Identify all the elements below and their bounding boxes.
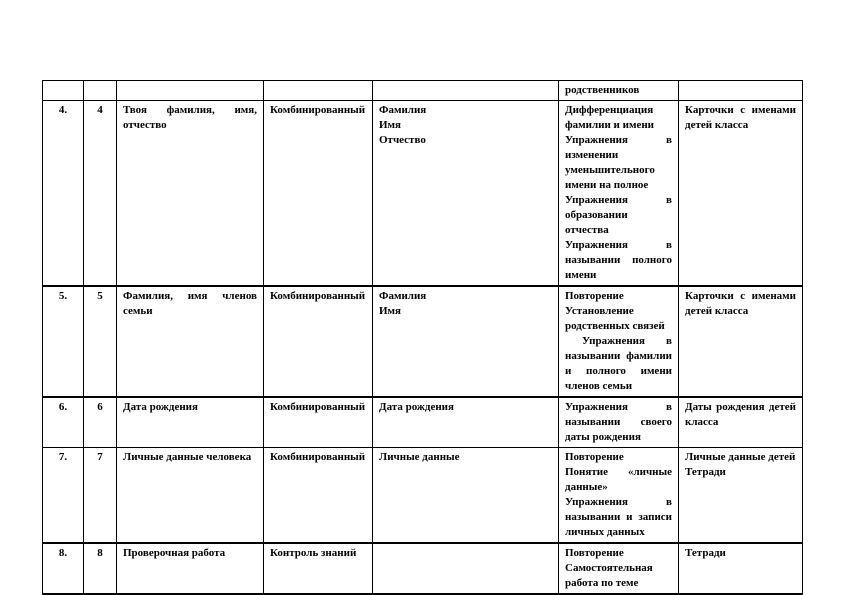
activities-text: Дифференциация фамилии и имени xyxy=(565,104,655,131)
table-row xyxy=(43,286,803,397)
activities-text: Упражнения в изменении уменьшительного имени на полное xyxy=(565,134,672,191)
vocabulary-cell xyxy=(373,397,559,448)
activities-text: Упражнения в образовании отчества xyxy=(565,194,672,236)
hour-number-cell xyxy=(84,448,117,544)
materials-cell xyxy=(679,448,803,544)
materials-cell xyxy=(679,81,803,101)
materials-cell xyxy=(679,101,803,287)
topic-text: Личные данные человека xyxy=(123,451,252,463)
materials-cell xyxy=(679,286,803,397)
hour-number: 6 xyxy=(97,401,103,413)
activities-text: родственников xyxy=(565,84,640,96)
topic-text: Фамилия, имя членов семьи xyxy=(123,290,257,317)
order-number-cell xyxy=(43,286,84,397)
activities-text: Повторение xyxy=(565,451,624,463)
topic-cell xyxy=(117,101,264,287)
order-number: 5. xyxy=(58,290,68,302)
activities-text: Упражнения в назывании полного имени xyxy=(565,239,672,281)
lesson-type-cell xyxy=(264,81,373,101)
lesson-type-cell xyxy=(264,397,373,448)
lesson-type-cell xyxy=(264,448,373,544)
activities-text: Повторение xyxy=(565,547,624,559)
lesson-type-cell xyxy=(264,286,373,397)
order-number-cell xyxy=(43,101,84,287)
lesson-type-text: Комбинированный xyxy=(270,290,366,302)
hour-number: 8 xyxy=(97,547,103,559)
vocabulary-cell xyxy=(373,543,559,594)
activities-cell xyxy=(559,286,679,397)
lesson-type-cell xyxy=(264,543,373,594)
order-number: 6. xyxy=(58,401,68,413)
lesson-plan-table xyxy=(42,80,803,595)
lesson-type-cell xyxy=(264,101,373,287)
vocabulary-text: Имя xyxy=(379,305,401,317)
table-row xyxy=(43,397,803,448)
vocabulary-cell xyxy=(373,448,559,544)
topic-cell xyxy=(117,397,264,448)
activities-cell xyxy=(559,543,679,594)
materials-cell xyxy=(679,543,803,594)
topic-text: Дата рождения xyxy=(123,401,198,413)
lesson-type-text: Комбинированный xyxy=(270,401,366,413)
activities-text: Упражнения в назывании фамилии и полного имени членов семьи xyxy=(565,335,672,392)
materials-text: Тетради xyxy=(685,547,726,559)
order-number: 8. xyxy=(58,547,68,559)
order-number-cell xyxy=(43,397,84,448)
vocabulary-cell xyxy=(373,286,559,397)
order-number: 7. xyxy=(58,451,68,463)
topic-cell xyxy=(117,448,264,544)
vocabulary-text: Фамилия xyxy=(379,290,427,302)
topic-text: Проверочная работа xyxy=(123,547,226,559)
order-number-cell xyxy=(43,81,84,101)
topic-cell xyxy=(117,81,264,101)
vocabulary-cell xyxy=(373,101,559,287)
table-row xyxy=(43,101,803,287)
hour-number-cell xyxy=(84,81,117,101)
hour-number-cell xyxy=(84,286,117,397)
activities-text: Установление родственных связей xyxy=(565,305,665,332)
lesson-type-text: Контроль знаний xyxy=(270,547,357,559)
topic-cell xyxy=(117,286,264,397)
activities-cell xyxy=(559,101,679,287)
activities-cell xyxy=(559,397,679,448)
materials-text: Личные данные детей xyxy=(685,451,796,463)
table-row xyxy=(43,543,803,594)
materials-text: Тетради xyxy=(685,466,726,478)
activities-cell xyxy=(559,81,679,101)
vocabulary-text: Фамилия xyxy=(379,104,427,116)
topic-cell xyxy=(117,543,264,594)
order-number-cell xyxy=(43,448,84,544)
hour-number: 5 xyxy=(97,290,103,302)
lesson-type-text: Комбинированный xyxy=(270,104,366,116)
activities-text: Повторение xyxy=(565,290,624,302)
topic-text: Твоя фамилия, имя, отчество xyxy=(123,104,257,131)
activities-text: Упражнения в назывании и записи личных данных xyxy=(565,496,672,538)
hour-number: 7 xyxy=(97,451,103,463)
vocabulary-text: Отчество xyxy=(379,134,426,146)
continuation-row xyxy=(43,81,803,101)
order-number-cell xyxy=(43,543,84,594)
activities-cell xyxy=(559,448,679,544)
hour-number-cell xyxy=(84,101,117,287)
hour-number: 4 xyxy=(97,104,103,116)
activities-text: Самостоятельная работа по теме xyxy=(565,562,653,589)
materials-text: Карточки с именами детей класса xyxy=(685,290,796,317)
hour-number-cell xyxy=(84,543,117,594)
materials-text: Карточки с именами детей класса xyxy=(685,104,796,131)
vocabulary-text: Имя xyxy=(379,119,401,131)
lesson-type-text: Комбинированный xyxy=(270,451,366,463)
activities-text: Понятие «личные данные» xyxy=(565,466,672,493)
materials-text: Даты рождения детей класса xyxy=(685,401,796,428)
vocabulary-cell xyxy=(373,81,559,101)
table-row xyxy=(43,448,803,544)
order-number: 4. xyxy=(58,104,68,116)
vocabulary-text: Личные данные xyxy=(379,451,460,463)
materials-cell xyxy=(679,397,803,448)
activities-text: Упражнения в назывании своего даты рождения xyxy=(565,401,672,443)
hour-number-cell xyxy=(84,397,117,448)
vocabulary-text: Дата рождения xyxy=(379,401,454,413)
